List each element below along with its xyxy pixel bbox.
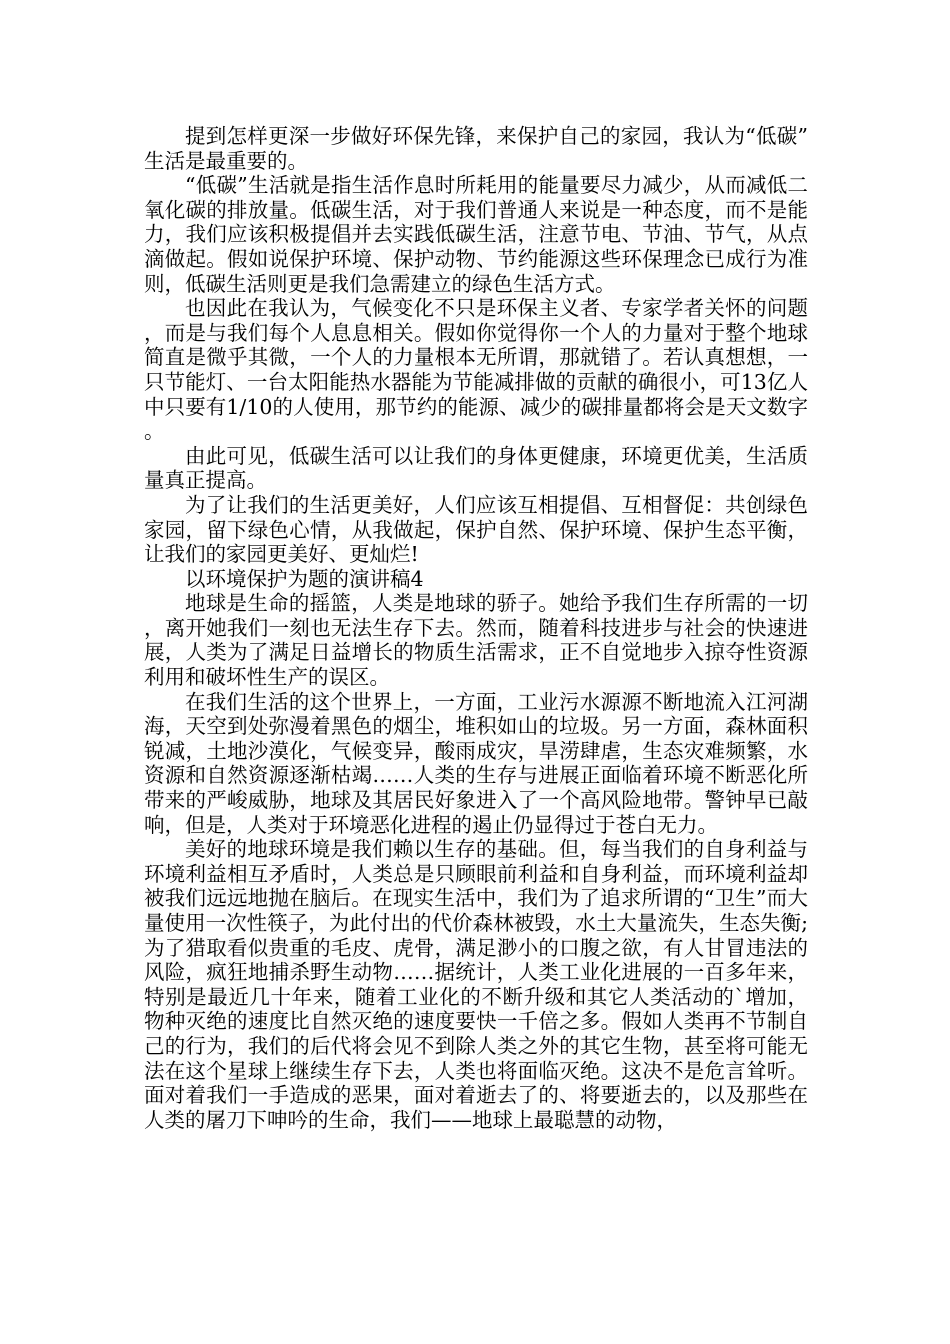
paragraph-low-carbon-intro: 提到怎样更深一步做好环保先锋，来保护自己的家园，我认为“低碳”生活是最重要的。 [144, 124, 808, 173]
section-heading: 以环境保护为题的演讲稿4 [185, 566, 424, 591]
paragraph-call-to-action: 为了让我们的生活更美好，人们应该互相提倡、互相督促：共创绿色家园，留下绿色心情，从我做起，保护自然、保护环境、保护生态平衡，让我们的家园更美好、更灿烂! [144, 492, 808, 567]
paragraph-environment-interest: 美好的地球环境是我们赖以生存的基础。但，每当我们的自身利益与环境利益相互矛盾时，人类总是只顾眼前利益和自身利益，而环境利益却被我们远远地抛在脑后。在现实生活中，我们为了追求所谓的“卫生”而大量使用一次性筷子，为此付出的代价森林被毁，水土大量流失，生态失衡;为了猎取看似贵重的毛皮、虎骨，满足渺小的口腹之欲，有人甘冒违法的风险，疯狂地捕杀野生动物……据统计，人类工业化进展的一百多年来，特别是最近几十年来，随着工业化的不断升级和其它人类活动的`增加，物种灭绝的速度比自然灭绝的速度要快一千倍之多。假如人类再不节制自己的行为，我们的后代将会见不到除人类之外的其它生物，甚至将可能无法在这个星球上继续生存下去，人类也将面临灭绝。这决不是危言耸听。面对着我们一手造成的恶果，面对着逝去了的、将要逝去的，以及那些在人类的屠刀下呻吟的生命，我们——地球上最聪慧的动物， [144, 837, 808, 1132]
paragraph-climate-change: 也因此在我认为，气候变化不只是环保主义者、专家学者关怀的问题，而是与我们每个人息息相关。假如你觉得你一个人的力量对于整个地球简直是微乎其微，一个人的力量根本无所谓，那就错了。若认真想想，一只节能灯、一台太阳能热水器能为节能减排做的贡献的确很小，可13亿人中只要有1/10的人使用，那节约的能源、减少的碳排量都将会是天文数字。 [144, 296, 808, 444]
document-page [144, 124, 808, 1132]
paragraph-earth-cradle: 地球是生命的摇篮，人类是地球的骄子。她给予我们生存所需的一切，离开她我们一刻也无法生存下去。然而，随着科技进步与社会的快速进展，人类为了满足日益增长的物质生活需求，正不自觉地步入掠夺性资源利用和破坏性生产的误区。 [144, 591, 808, 690]
paragraph-low-carbon-definition: “低碳”生活就是指生活作息时所耗用的能量要尽力减少，从而减低二氧化碳的排放量。低碳生活，对于我们普通人来说是一种态度，而不是能力，我们应该积极提倡并去实践低碳生活，注意节电、节油、节气，从点滴做起。假如说保护环境、保护动物、节约能源这些环保理念已成行为准则，低碳生活则更是我们急需建立的绿色生活方式。 [144, 173, 808, 296]
paragraph-pollution: 在我们生活的这个世界上，一方面，工业污水源源不断地流入江河湖海，天空到处弥漫着黑色的烟尘，堆积如山的垃圾。另一方面，森林面积锐减，土地沙漠化，气候变异，酸雨成灾，旱涝肆虐，生态灾难频繁，水资源和自然资源逐渐枯竭……人类的生存与进展正面临着环境不断恶化所带来的严峻威胁，地球及其居民好象进入了一个高风险地带。警钟早已敲响，但是，人类对于环境恶化进程的遏止仍显得过于苍白无力。 [144, 689, 808, 837]
paragraph-conclusion: 由此可见，低碳生活可以让我们的身体更健康，环境更优美，生活质量真正提高。 [144, 443, 808, 493]
